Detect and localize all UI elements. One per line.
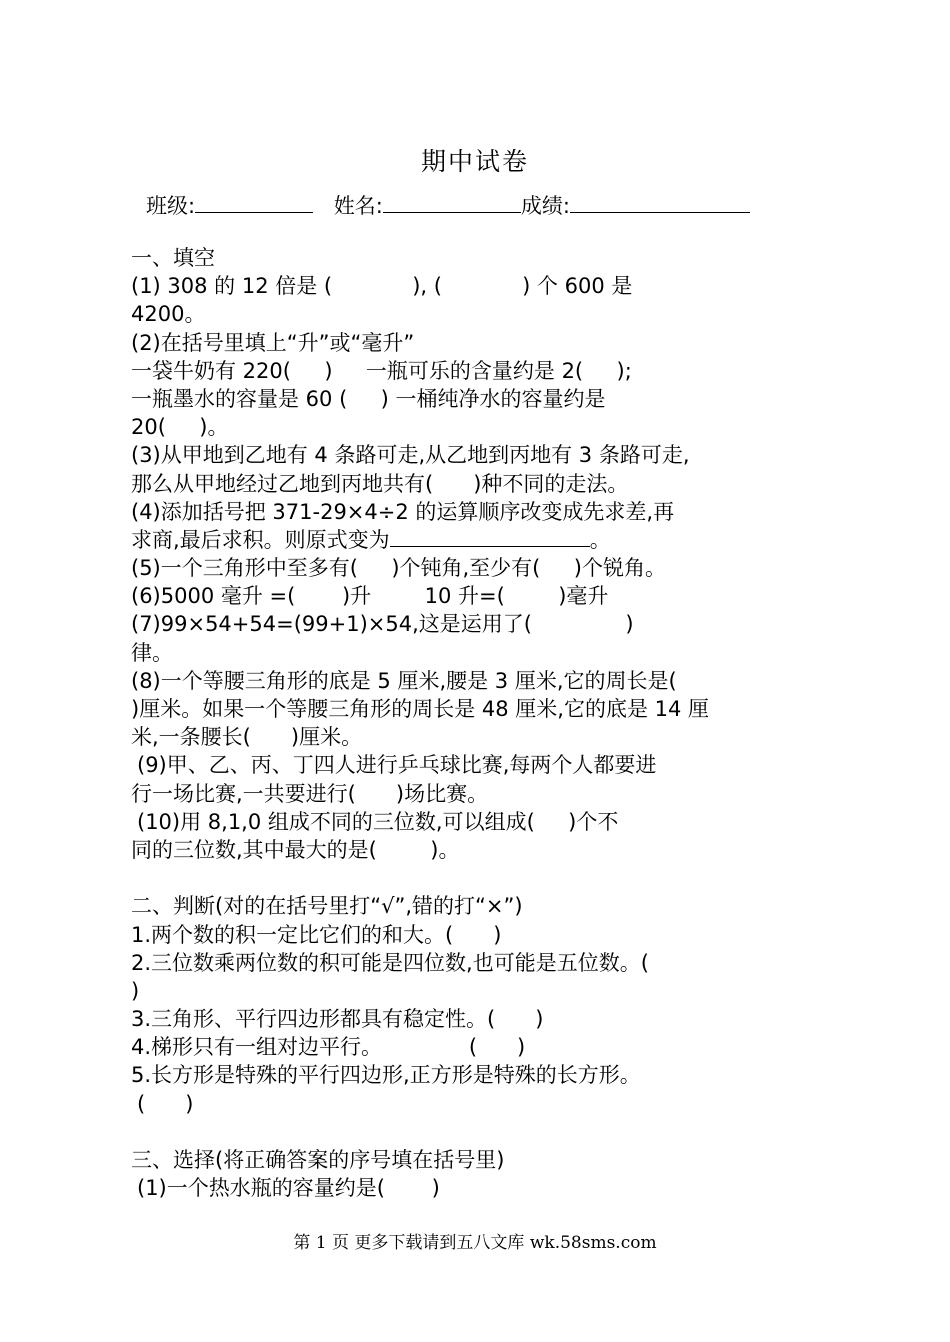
question-line: 2.三位数乘两位数的积可能是四位数,也可能是五位数。( bbox=[131, 950, 649, 975]
question-line: (9)甲、乙、丙、丁四人进行乒乓球比赛,每两个人都要进 bbox=[137, 753, 657, 778]
page-footer: 第 1 页 更多下载请到五八文库 wk.58sms.com bbox=[293, 1233, 657, 1253]
question-line: ) bbox=[131, 978, 140, 1003]
question-line: 5.长方形是特殊的平行四边形,正方形是特殊的长方形。 bbox=[131, 1063, 641, 1088]
question-line: 同的三位数,其中最大的是( )。 bbox=[131, 837, 460, 862]
question-line: 米,一条腰长( )厘米。 bbox=[131, 725, 363, 750]
question-line: ( ) bbox=[137, 1091, 194, 1116]
question-line: (7)99×54+54=(99+1)×54,这是运用了( ) bbox=[131, 612, 634, 637]
question-line: 一袋牛奶有 220( ) 一瓶可乐的含量约是 2( ); bbox=[131, 358, 632, 383]
question-line: 那么从甲地经过乙地到丙地共有( )种不同的走法。 bbox=[131, 471, 629, 496]
section-gap bbox=[131, 864, 825, 892]
question-line: (2)在括号里填上“升”或“毫升” bbox=[131, 330, 415, 355]
question-line: 行一场比赛,一共要进行( )场比赛。 bbox=[131, 781, 489, 806]
question-line: (6)5000 毫升 =( )升 10 升=( )毫升 bbox=[131, 584, 609, 609]
answer-underline bbox=[390, 526, 590, 547]
question-line: (1)一个热水瓶的容量约是( ) bbox=[137, 1176, 440, 1201]
score-blank bbox=[570, 192, 750, 213]
question-line: 4200。 bbox=[131, 302, 206, 327]
section-heading-fill: 一、填空 bbox=[131, 246, 215, 270]
question-line bbox=[131, 526, 825, 554]
student-info-row bbox=[146, 190, 750, 220]
question-text: 求商,最后求积。则原式变为 bbox=[131, 527, 390, 552]
class-label: 班级: bbox=[146, 194, 196, 218]
question-line: 3.三角形、平行四边形都具有稳定性。( ) bbox=[131, 1007, 544, 1032]
question-line: 律。 bbox=[131, 640, 173, 665]
question-text: 。 bbox=[589, 527, 611, 552]
section-gap bbox=[131, 1118, 825, 1146]
question-line: (8)一个等腰三角形的底是 5 厘米,腰是 3 厘米,它的周长是( bbox=[131, 668, 677, 693]
question-line: 1.两个数的积一定比它们的和大。( ) bbox=[131, 922, 502, 947]
question-line: (5)一个三角形中至多有( )个钝角,至少有( )个锐角。 bbox=[131, 556, 666, 581]
section-heading-judge: 二、判断(对的在括号里打“√”,错的打“×”) bbox=[131, 894, 523, 919]
question-line: (10)用 8,1,0 组成不同的三位数,可以组成( )个不 bbox=[137, 809, 619, 834]
section-heading-choice: 三、选择(将正确答案的序号填在括号里) bbox=[131, 1148, 505, 1172]
question-line: (1) 308 的 12 倍是 ( ), ( ) 个 600 是 bbox=[131, 274, 633, 299]
question-line: (3)从甲地到乙地有 4 条路可走,从乙地到丙地有 3 条路可走, bbox=[131, 443, 690, 468]
question-line: (4)添加括号把 371-29×4÷2 的运算顺序改变成先求差,再 bbox=[131, 499, 675, 524]
name-label: 姓名: bbox=[333, 194, 383, 218]
score-label: 成绩: bbox=[520, 194, 570, 218]
class-blank bbox=[195, 192, 313, 213]
name-blank bbox=[383, 192, 521, 213]
page-title: 期中试卷 bbox=[420, 147, 529, 176]
question-line: )厘米。如果一个等腰三角形的周长是 48 厘米,它的底是 14 厘 bbox=[131, 697, 710, 721]
question-line: 4.梯形只有一组对边平行。 ( ) bbox=[131, 1035, 526, 1060]
question-line: 一瓶墨水的容量是 60 ( ) 一桶纯净水的容量约是 bbox=[131, 386, 606, 411]
exam-content bbox=[131, 244, 825, 1202]
question-line: 20( )。 bbox=[131, 415, 229, 440]
